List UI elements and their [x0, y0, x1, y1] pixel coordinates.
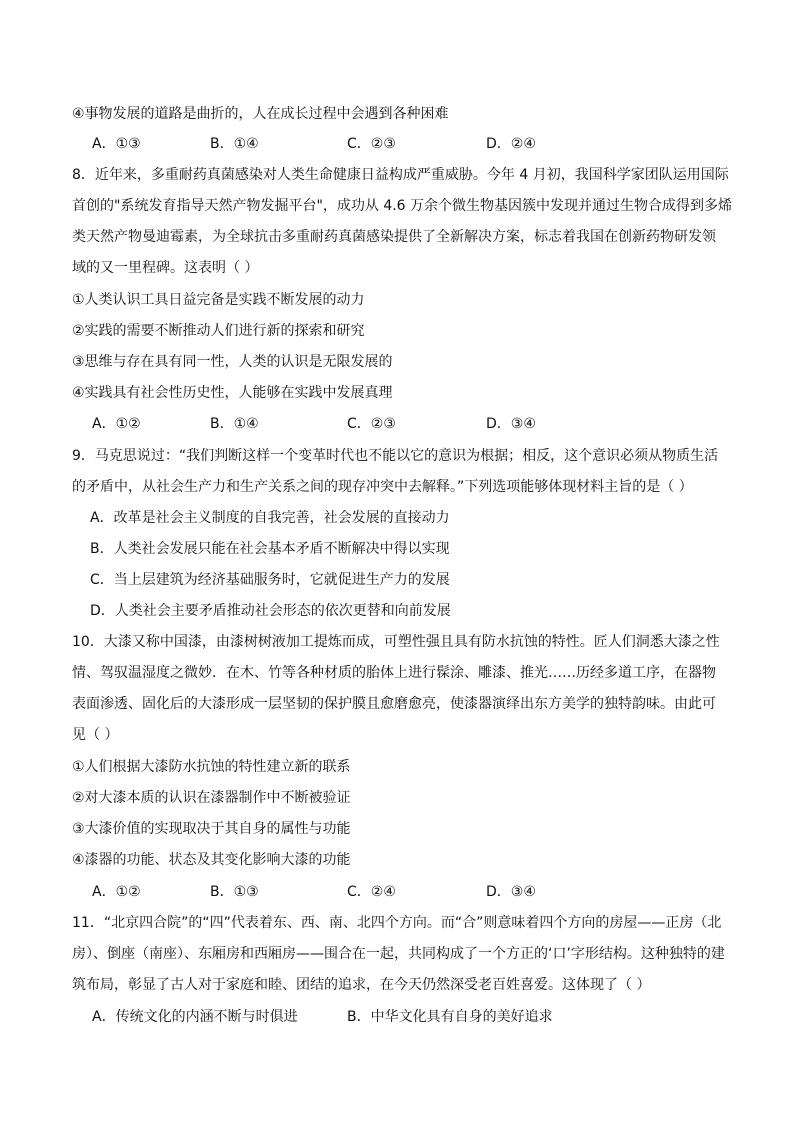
q10-statement-2: ②对大漆本质的认识在漆器制作中不断被验证	[72, 790, 351, 806]
q10-options	[0, 882, 794, 902]
q10-option-c[interactable]: C．②④	[347, 884, 396, 900]
q7-option-d[interactable]: D．②④	[486, 136, 536, 152]
q8-stem-line-1: 8．近年来，多重耐药真菌感染对人类生命健康日益构成严重威胁。今年 4 月初，我国科学家团队运用国际	[72, 167, 729, 183]
q11-stem-line-1: 11．“北京四合院”的“四”代表着东、西、南、北四个方向。而“合”则意味着四个方向的房屋——正房（北	[72, 915, 722, 931]
q7-statement-4: ④事物发展的道路是曲折的，人在成长过程中会遇到各种困难	[72, 106, 449, 122]
q10-option-a[interactable]: A．①②	[92, 884, 141, 900]
q8-options	[0, 414, 794, 434]
q11-option-b[interactable]: B．中华文化具有自身的美好追求	[347, 1009, 553, 1025]
q9-option-a[interactable]: A．改革是社会主义制度的自我完善，社会发展的直接动力	[90, 510, 450, 526]
q11-options	[0, 1007, 794, 1027]
q9-stem-line-2: 的矛盾中，从社会生产力和生产关系之间的现存冲突中去解释。”下列选项能够体现材料主旨的是（ ）	[72, 479, 693, 495]
q8-stem-line-3: 类天然产物曼迪霉素，为全球抗击多重耐药真菌感染提供了全新解决方案，标志着我国在创新药物研发领	[72, 229, 716, 245]
q9-option-b[interactable]: B．人类社会发展只能在社会基本矛盾不断解决中得以实现	[90, 541, 450, 557]
q10-option-d[interactable]: D．③④	[486, 884, 536, 900]
q8-stem-line-4: 域的又一里程碑。这表明（ ）	[72, 260, 259, 276]
q9-option-d[interactable]: D．人类社会主要矛盾推动社会形态的依次更替和向前发展	[90, 603, 451, 619]
q7-options	[0, 134, 794, 154]
q8-statement-3: ③思维与存在具有同一性，人类的认识是无限发展的	[72, 354, 393, 370]
q8-option-a[interactable]: A．①②	[92, 416, 141, 432]
q8-option-d[interactable]: D．③④	[486, 416, 536, 432]
q10-stem-line-3: 表面渗透、固化后的大漆形成一层坚韧的保护膜且愈磨愈亮，使漆器演绎出东方美学的独特韵味。由此可	[72, 696, 716, 712]
q8-option-c[interactable]: C．②③	[347, 416, 396, 432]
q8-stem-line-2: 首创的"系统发育指导天然产物发掘平台"，成功从 4.6 万余个微生物基因簇中发现并通过生物合成得到多烯	[72, 198, 733, 214]
q10-statement-3: ③大漆价值的实现取决于其自身的属性与功能	[72, 821, 351, 837]
q11-option-a[interactable]: A．传统文化的内涵不断与时俱进	[92, 1009, 298, 1025]
q10-stem-line-2: 情、驾驭温湿度之微妙．在木、竹等各种材质的胎体上进行髹涂、雕漆、推光……历经多道工序，在器物	[72, 665, 716, 681]
q11-stem-line-2: 房）、倒座（南座）、东厢房和西厢房——围合在一起，共同构成了一个方正的‘口’字形结构。这种独特的建	[72, 946, 725, 962]
q10-statement-4: ④漆器的功能、状态及其变化影响大漆的功能	[72, 852, 351, 868]
q10-stem-line-4: 见（ ）	[72, 727, 119, 743]
q8-statement-1: ①人类认识工具日益完备是实践不断发展的动力	[72, 292, 365, 308]
q9-stem-line-1: 9．马克思说过：“我们判断这样一个变革时代也不能以它的意识为根据；相反，这个意识必须从物质生活	[72, 448, 719, 464]
q11-stem-line-3: 筑布局，彰显了古人对于家庭和睦、团结的追求，在今天仍然深受老百姓喜爱。这体现了（ ）	[72, 977, 651, 993]
q7-option-b[interactable]: B．①④	[210, 136, 259, 152]
q8-statement-4: ④实践具有社会性历史性，人能够在实践中发展真理	[72, 385, 393, 401]
q10-option-b[interactable]: B．①③	[210, 884, 259, 900]
q8-option-b[interactable]: B．①④	[210, 416, 259, 432]
q7-option-a[interactable]: A．①③	[92, 136, 141, 152]
q10-statement-1: ①人们根据大漆防水抗蚀的特性建立新的联系	[72, 759, 351, 775]
q7-option-c[interactable]: C．②③	[347, 136, 396, 152]
q8-statement-2: ②实践的需要不断推动人们进行新的探索和研究	[72, 323, 365, 339]
q10-stem-line-1: 10．大漆又称中国漆，由漆树树液加工提炼而成，可塑性强且具有防水抗蚀的特性。匠人们洞悉大漆之性	[72, 634, 720, 650]
q9-option-c[interactable]: C．当上层建筑为经济基础服务时，它就促进生产力的发展	[90, 572, 450, 588]
